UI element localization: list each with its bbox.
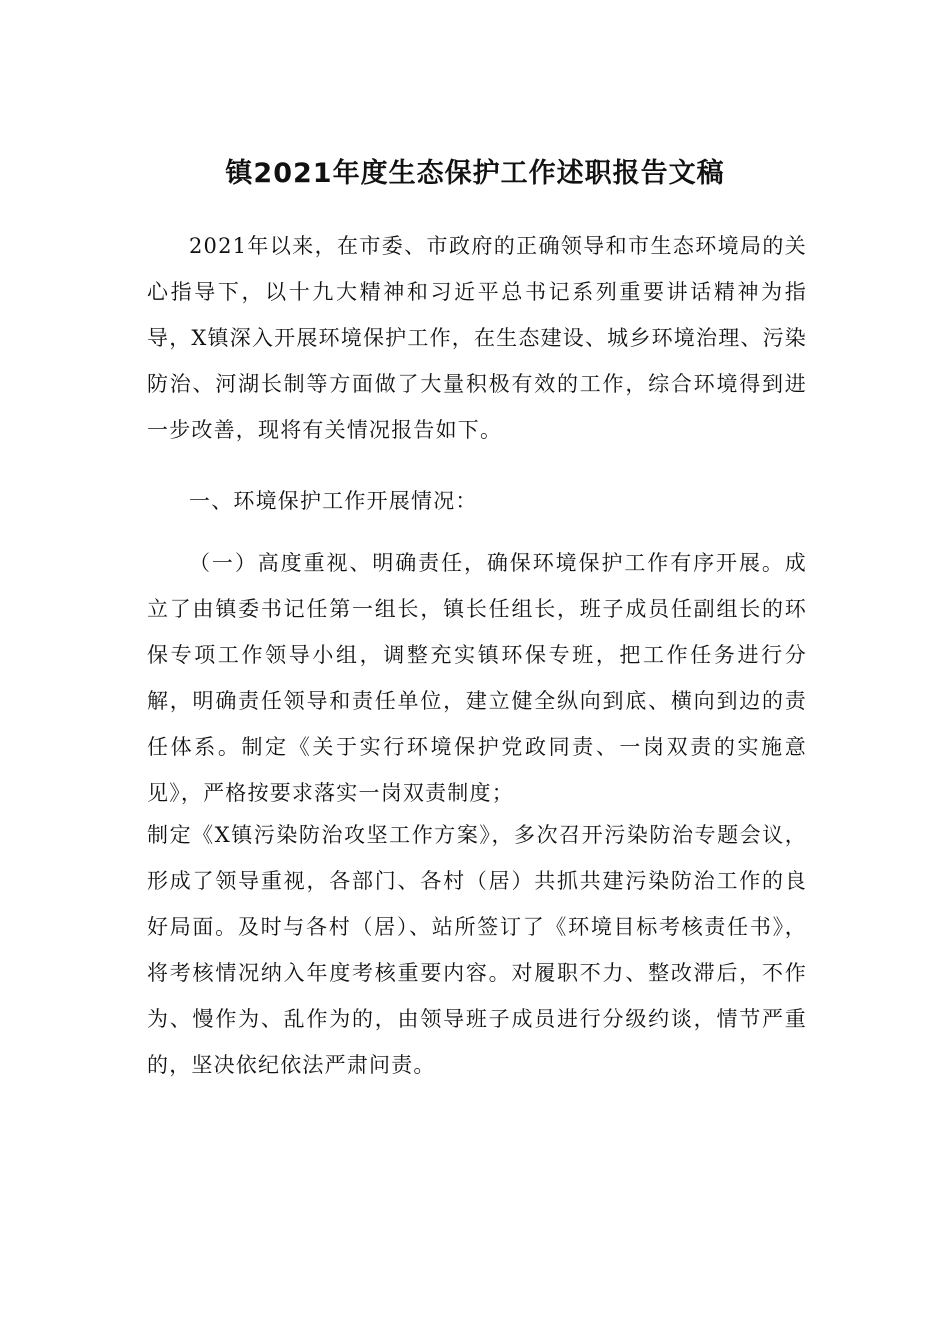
section-heading: 一、环境保护工作开展情况： <box>189 489 478 513</box>
document-title: 镇2021年度生态保护工作述职报告文稿 <box>225 158 725 189</box>
intro-paragraph: 2021年以来，在市委、市政府的正确领导和市生态环境局的关心指导下，以十九大精神和习近平总书记系列重要讲话精神为指导，X镇深入开展环境保护工作，在生态建设、城乡环境治理、污染防治、河湖长制等方面做了大量积极有效的工作，综合环境得到进一步改善，现将有关情况报告如下。 <box>147 234 807 442</box>
section-item-paragraph: （一）高度重视、明确责任，确保环境保护工作有序开展。成立了由镇委书记任第一组长，镇长任组长，班子成员任副组长的环保专项工作领导小组，调整充实镇环保专班，把工作任务进行分解，明确责任领导和责任单位，建立健全纵向到底、横向到边的责任体系。制定《关于实行环境保护党政同责、一岗双责的实施意见》，严格按要求落实一岗双责制度； <box>147 551 807 805</box>
continuation-paragraph: 制定《X镇污染防治攻坚工作方案》，多次召开污染防治专题会议，形成了领导重视，各部门、各村（居）共抓共建污染防治工作的良好局面。及时与各村（居）、站所签订了《环境目标考核责任书》，将考核情况纳入年度考核重要内容。对履职不力、整改滞后，不作为、慢作为、乱作为的，由领导班子成员进行分级约谈，情节严重的，坚决依纪依法严肃问责。 <box>147 823 807 1077</box>
